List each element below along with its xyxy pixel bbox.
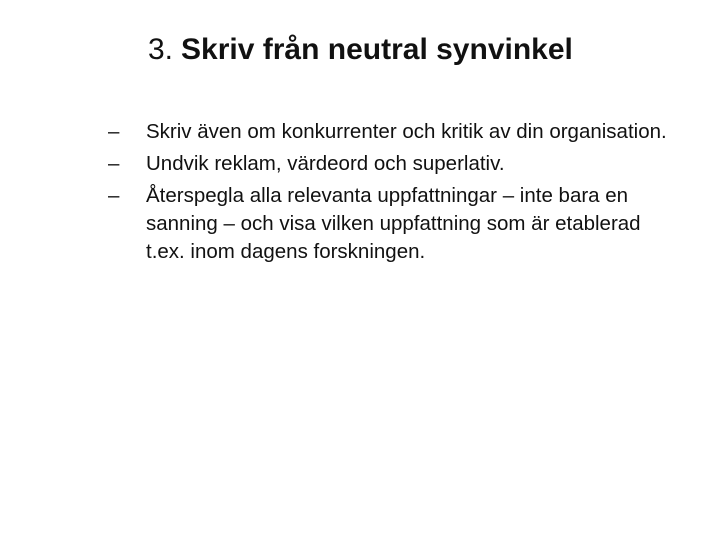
slide-title (148, 28, 573, 72)
bullet-list (108, 118, 668, 270)
bullet-dash-icon: – (108, 120, 120, 143)
bullet-item (108, 182, 668, 266)
bullet-item (108, 118, 668, 146)
bullet-dash-icon: – (108, 184, 120, 207)
bullet-text: Återspegla alla relevanta uppfattningar – inte bara en sanning – och visa vilken uppfattning som är etablerad t.ex. inom dagens forskningen. (146, 184, 641, 263)
bullet-item (108, 150, 668, 178)
slide-title-text: Skriv från neutral synvinkel (181, 33, 573, 66)
bullet-text: Skriv även om konkurrenter och kritik av din organisation. (146, 120, 667, 143)
slide-title-number: 3. (148, 33, 174, 66)
bullet-dash-icon: – (108, 152, 120, 175)
bullet-text: Undvik reklam, värdeord och superlativ. (146, 152, 505, 175)
